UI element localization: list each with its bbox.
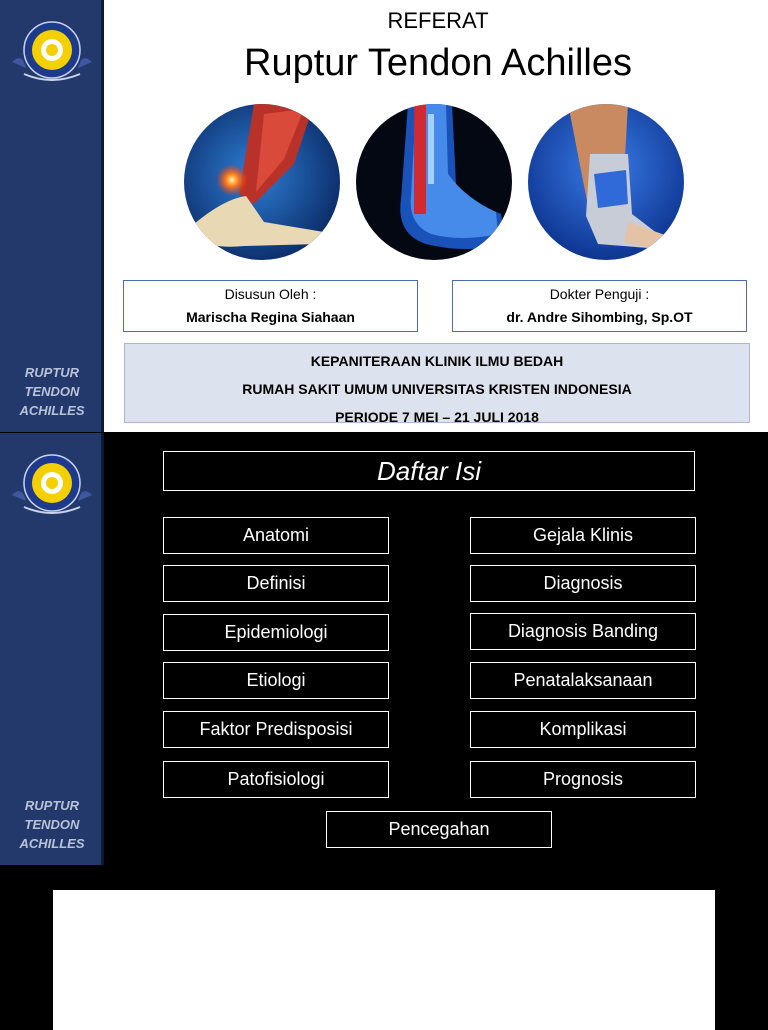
examiner-box <box>452 280 747 332</box>
sidebar-title <box>0 363 104 420</box>
sidebar-title-line: ACHILLES <box>19 403 85 418</box>
sidebar-title-line: ACHILLES <box>19 836 85 851</box>
sidebar <box>0 0 104 432</box>
muscle-leg-image <box>184 104 340 260</box>
toc-item-komplikasi[interactable]: Komplikasi <box>470 711 696 748</box>
author-name: Marischa Regina Siahaan <box>186 309 355 325</box>
sidebar <box>0 433 104 865</box>
toc-item-anatomi[interactable]: Anatomi <box>163 517 389 554</box>
sidebar-title-line: TENDON <box>24 384 80 399</box>
institution-box <box>124 343 750 423</box>
toc-slide <box>0 433 768 865</box>
foot-xray-image <box>356 104 512 260</box>
sidebar-title-line: RUPTUR <box>24 365 80 380</box>
toc-item-faktor-predisposisi[interactable]: Faktor Predisposisi <box>163 711 389 748</box>
ankle-brace-image <box>528 104 684 260</box>
title-slide <box>0 0 768 432</box>
toc-item-patofisiologi[interactable]: Patofisiologi <box>163 761 389 798</box>
sidebar-title <box>0 796 104 853</box>
author-label: Disusun Oleh : <box>224 286 317 302</box>
referat-label: REFERAT <box>387 8 489 33</box>
author-box <box>123 280 418 332</box>
institution-line: KEPANITERAAN KLINIK ILMU BEDAH <box>310 353 564 369</box>
institution-line: RUMAH SAKIT UMUM UNIVERSITAS KRISTEN INDONESIA <box>242 381 632 397</box>
university-logo-icon <box>8 445 96 525</box>
sidebar-title-line: RUPTUR <box>24 798 80 813</box>
toc-title: Daftar Isi <box>163 451 695 491</box>
university-logo-icon <box>8 12 96 92</box>
toc-item-epidemiologi[interactable]: Epidemiologi <box>163 614 389 651</box>
toc-item-prognosis[interactable]: Prognosis <box>470 761 696 798</box>
toc-item-diagnosis[interactable]: Diagnosis <box>470 565 696 602</box>
toc-item-etiologi[interactable]: Etiologi <box>163 662 389 699</box>
toc-item-pencegahan[interactable]: Pencegahan <box>326 811 552 848</box>
examiner-label: Dokter Penguji : <box>549 286 650 302</box>
page-title: Ruptur Tendon Achilles <box>244 42 632 84</box>
toc-item-penatalaksanaan[interactable]: Penatalaksanaan <box>470 662 696 699</box>
examiner-name: dr. Andre Sihombing, Sp.OT <box>506 309 693 325</box>
toc-item-diagnosis-banding[interactable]: Diagnosis Banding <box>470 613 696 650</box>
sidebar-title-line: TENDON <box>24 817 80 832</box>
toc-item-gejala-klinis[interactable]: Gejala Klinis <box>470 517 696 554</box>
institution-line: PERIODE 7 MEI – 21 JULI 2018 <box>335 409 539 425</box>
next-page-preview <box>53 890 715 1030</box>
toc-item-definisi[interactable]: Definisi <box>163 565 389 602</box>
